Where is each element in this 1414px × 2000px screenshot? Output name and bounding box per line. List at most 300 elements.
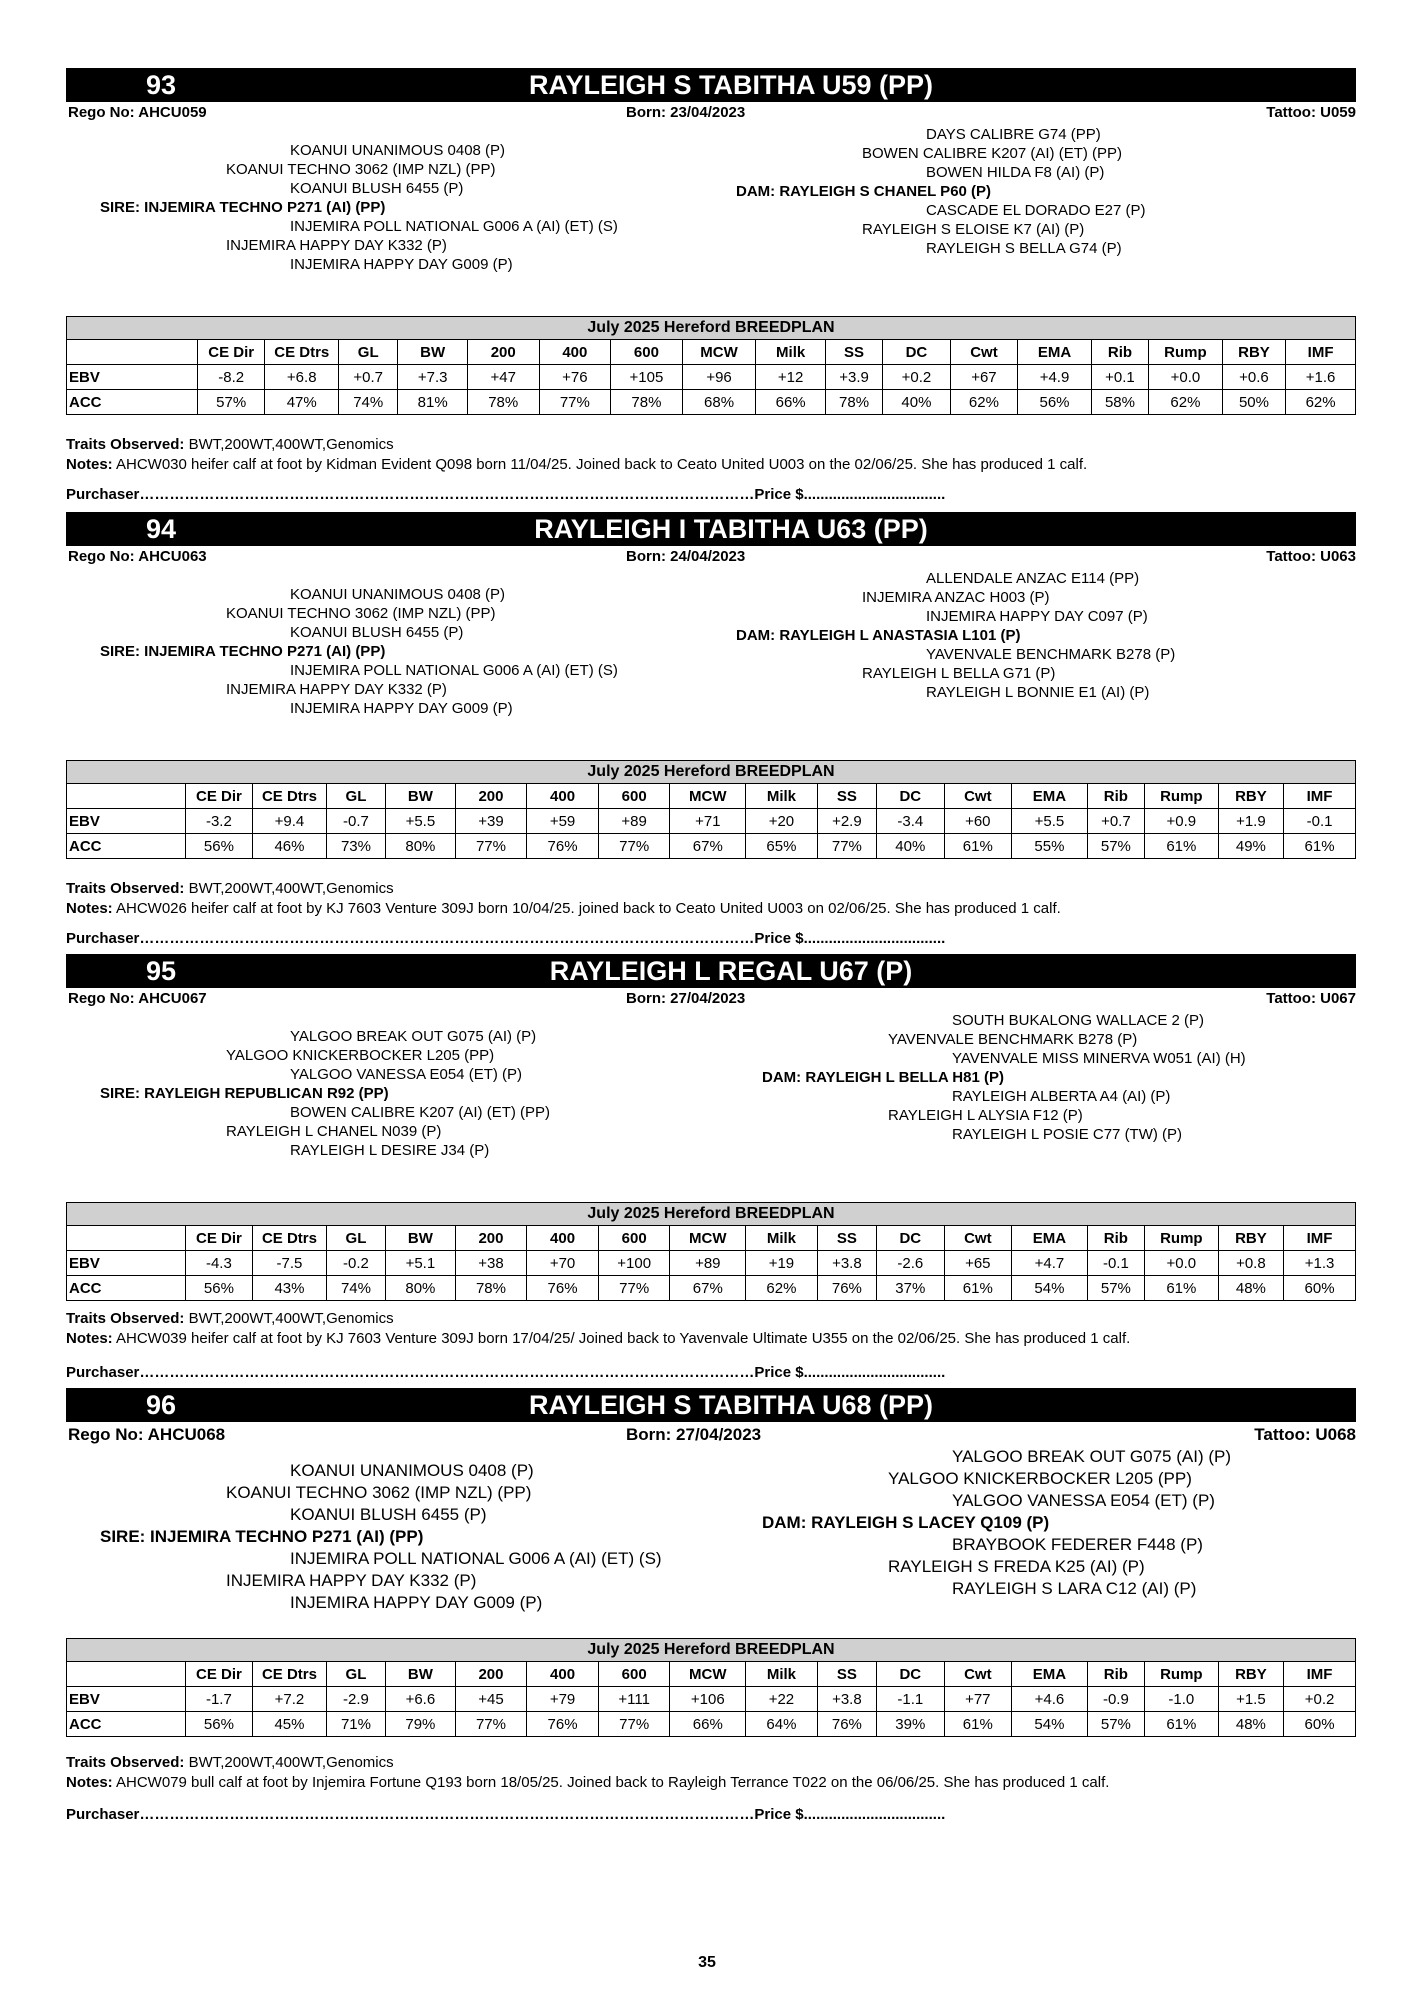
- acc-value: 50%: [1222, 390, 1285, 415]
- pedigree-sire-dam: RAYLEIGH L CHANEL N039 (P): [226, 1123, 442, 1140]
- pedigree-sire-dam-sire: INJEMIRA POLL NATIONAL G006 A (AI) (ET) (S): [290, 218, 618, 235]
- acc-value: 60%: [1284, 1276, 1356, 1301]
- acc-value: 62%: [950, 390, 1018, 415]
- acc-value: 62%: [1286, 390, 1356, 415]
- pedigree-dam-sire-dam: BOWEN HILDA F8 (AI) (P): [926, 164, 1105, 181]
- rego-number: Rego No: AHCU068: [68, 1425, 226, 1444]
- pedigree-sire-dam: INJEMIRA HAPPY DAY K332 (P): [226, 681, 447, 698]
- pedigree: [66, 1448, 1356, 1624]
- pedigree-sire: SIRE: RAYLEIGH REPUBLICAN R92 (PP): [100, 1085, 389, 1102]
- pedigree-dam: DAM: RAYLEIGH S CHANEL P60 (P): [736, 183, 992, 200]
- trait-header: 400: [527, 1226, 599, 1251]
- ebv-value: -1.1: [877, 1687, 945, 1712]
- acc-value: 62%: [746, 1276, 818, 1301]
- tattoo: Tattoo: U059: [1266, 104, 1356, 121]
- notes: [66, 900, 1061, 917]
- trait-header: MCW: [682, 340, 756, 365]
- rego-number: Rego No: AHCU063: [68, 548, 207, 565]
- ebv-value: -0.7: [326, 809, 385, 834]
- trait-header: 600: [598, 1226, 670, 1251]
- ebv-value: +60: [944, 809, 1012, 834]
- ebv-value: +1.3: [1284, 1251, 1356, 1276]
- acc-label: ACC: [67, 834, 186, 859]
- animal-name: RAYLEIGH L REGAL U67 (P): [549, 956, 913, 986]
- notes: [66, 456, 1087, 473]
- acc-value: 76%: [527, 834, 599, 859]
- pedigree-dam-dam: RAYLEIGH S FREDA K25 (AI) (P): [888, 1557, 1145, 1576]
- traits-value: BWT,200WT,400WT,Genomics: [188, 1310, 394, 1327]
- acc-value: 74%: [339, 390, 398, 415]
- pedigree-dam-sire-dam: YAVENVALE MISS MINERVA W051 (AI) (H): [952, 1050, 1246, 1067]
- ebv-value: +22: [746, 1687, 818, 1712]
- pedigree-dam-dam-sire: RAYLEIGH ALBERTA A4 (AI) (P): [952, 1088, 1171, 1105]
- pedigree-dam-dam-dam: RAYLEIGH L POSIE C77 (TW) (P): [952, 1126, 1183, 1143]
- trait-header: Milk: [746, 784, 818, 809]
- pedigree-dam: DAM: RAYLEIGH S LACEY Q109 (P): [762, 1513, 1050, 1532]
- acc-value: 64%: [746, 1712, 818, 1737]
- ebv-value: +70: [527, 1251, 599, 1276]
- acc-value: 78%: [611, 390, 683, 415]
- trait-header: Rib: [1087, 1662, 1144, 1687]
- trait-header: DC: [883, 340, 951, 365]
- pedigree-sire-sire: KOANUI UNANIMOUS 0408 (P): [290, 1461, 534, 1480]
- ebv-value: +39: [455, 809, 527, 834]
- trait-header: EMA: [1012, 1662, 1088, 1687]
- pedigree-sire-dam-sire: INJEMIRA POLL NATIONAL G006 A (AI) (ET) (S): [290, 1549, 662, 1568]
- lot-number: 95: [146, 956, 177, 986]
- trait-header: 200: [455, 1226, 527, 1251]
- lot-number: 93: [146, 70, 177, 100]
- ebv-value: +1.6: [1286, 365, 1356, 390]
- trait-header: BW: [398, 340, 468, 365]
- pedigree-sire: SIRE: INJEMIRA TECHNO P271 (AI) (PP): [100, 1527, 424, 1546]
- pedigree-dam: DAM: RAYLEIGH L ANASTASIA L101 (P): [736, 627, 1021, 644]
- notes-label: Notes:: [66, 1330, 113, 1347]
- trait-header: 200: [455, 784, 527, 809]
- traits-label: Traits Observed:: [66, 436, 185, 453]
- animal-info-row: [66, 988, 1356, 1010]
- animal-name: RAYLEIGH S TABITHA U68 (PP): [528, 1390, 934, 1420]
- acc-value: 81%: [398, 390, 468, 415]
- animal-info-row: [66, 546, 1356, 568]
- pedigree-sire-sire: KOANUI UNANIMOUS 0408 (P): [290, 586, 506, 603]
- ebv-value: +20: [746, 809, 818, 834]
- acc-value: 65%: [746, 834, 818, 859]
- acc-value: 54%: [1012, 1276, 1088, 1301]
- trait-header: 200: [455, 1662, 527, 1687]
- ebv-value: +111: [598, 1687, 670, 1712]
- ebv-label: EBV: [67, 365, 198, 390]
- ebv-value: +6.8: [265, 365, 339, 390]
- acc-value: 77%: [455, 1712, 527, 1737]
- breedplan-title: July 2025 Hereford BREEDPLAN: [67, 1639, 1356, 1662]
- acc-value: 77%: [598, 1712, 670, 1737]
- ebv-value: +0.7: [339, 365, 398, 390]
- lot-entry: [66, 512, 1356, 947]
- acc-value: 47%: [265, 390, 339, 415]
- ebv-value: +38: [455, 1251, 527, 1276]
- pedigree-dam-dam-sire: CASCADE EL DORADO E27 (P): [926, 202, 1146, 219]
- ebv-value: -1.7: [185, 1687, 253, 1712]
- ebv-value: +4.7: [1012, 1251, 1088, 1276]
- ebv-value: -3.4: [877, 809, 945, 834]
- pedigree-sire-dam-of-sire: KOANUI BLUSH 6455 (P): [290, 180, 464, 197]
- ebv-value: +4.6: [1012, 1687, 1088, 1712]
- acc-value: 56%: [185, 834, 253, 859]
- lot-entry: [66, 954, 1356, 1381]
- acc-value: 76%: [527, 1276, 599, 1301]
- pedigree-dam: DAM: RAYLEIGH L BELLA H81 (P): [762, 1069, 1004, 1086]
- acc-label: ACC: [67, 1276, 186, 1301]
- ebv-value: +0.2: [883, 365, 951, 390]
- birth-date: Born: 27/04/2023: [626, 1425, 762, 1444]
- ebv-value: +96: [682, 365, 756, 390]
- traits-value: BWT,200WT,400WT,Genomics: [188, 436, 394, 453]
- notes-label: Notes:: [66, 900, 113, 917]
- trait-header: RBY: [1218, 1226, 1283, 1251]
- trait-header: CE Dtrs: [265, 340, 339, 365]
- breedplan-title: July 2025 Hereford BREEDPLAN: [67, 317, 1356, 340]
- acc-value: 40%: [883, 390, 951, 415]
- pedigree-dam-sire: YAVENVALE BENCHMARK B278 (P): [888, 1031, 1138, 1048]
- ebv-value: +0.2: [1284, 1687, 1356, 1712]
- trait-header: CE Dir: [185, 1662, 253, 1687]
- trait-header: CE Dtrs: [253, 784, 327, 809]
- acc-value: 77%: [598, 834, 670, 859]
- acc-value: 48%: [1218, 1712, 1283, 1737]
- trait-header: Rump: [1145, 1662, 1219, 1687]
- acc-value: 76%: [817, 1276, 876, 1301]
- pedigree-dam-dam: RAYLEIGH L BELLA G71 (P): [862, 665, 1056, 682]
- trait-header: RBY: [1218, 1662, 1283, 1687]
- ebv-value: +19: [746, 1251, 818, 1276]
- lot-header: [66, 954, 1356, 988]
- traits-label: Traits Observed:: [66, 1754, 185, 1771]
- acc-value: 76%: [817, 1712, 876, 1737]
- acc-value: 77%: [539, 390, 611, 415]
- trait-header: CE Dtrs: [253, 1226, 327, 1251]
- purchaser-line: Purchaser……………………………………………………………………………………………………………Price $..................................: [66, 1806, 946, 1823]
- trait-header: 200: [467, 340, 539, 365]
- pedigree-sire-sire-parent: KOANUI TECHNO 3062 (IMP NZL) (PP): [226, 605, 496, 622]
- acc-value: 68%: [682, 390, 756, 415]
- notes-label: Notes:: [66, 456, 113, 473]
- ebv-value: -1.0: [1145, 1687, 1219, 1712]
- trait-header: Rump: [1145, 1226, 1219, 1251]
- lot-header: [66, 512, 1356, 546]
- birth-date: Born: 27/04/2023: [626, 990, 746, 1007]
- trait-header: SS: [825, 340, 882, 365]
- rego-number: Rego No: AHCU067: [68, 990, 207, 1007]
- pedigree: [66, 1010, 1356, 1186]
- trait-header: Milk: [746, 1226, 818, 1251]
- traits-value: BWT,200WT,400WT,Genomics: [188, 880, 394, 897]
- ebv-value: +5.5: [386, 809, 456, 834]
- animal-info-row: [66, 1422, 1356, 1448]
- traits-label: Traits Observed:: [66, 880, 185, 897]
- lot-header: [66, 1388, 1356, 1422]
- ebv-value: +67: [950, 365, 1018, 390]
- pedigree-dam-dam: RAYLEIGH L ALYSIA F12 (P): [888, 1107, 1083, 1124]
- acc-value: 77%: [598, 1276, 670, 1301]
- trait-header: Rib: [1087, 1226, 1144, 1251]
- pedigree-sire-dam-sire: BOWEN CALIBRE K207 (AI) (ET) (PP): [290, 1104, 551, 1121]
- trait-header: 400: [539, 340, 611, 365]
- ebv-value: +100: [598, 1251, 670, 1276]
- notes-text: AHCW030 heifer calf at foot by Kidman Evident Q098 born 11/04/25. Joined back to Ceato United U003 on the 02/06/25. She has produced 1 calf.: [116, 456, 1088, 473]
- acc-value: 48%: [1218, 1276, 1283, 1301]
- acc-value: 77%: [455, 834, 527, 859]
- ebv-value: +0.0: [1145, 1251, 1219, 1276]
- trait-header: Milk: [756, 340, 826, 365]
- pedigree-dam-sire: INJEMIRA ANZAC H003 (P): [862, 589, 1050, 606]
- acc-value: 57%: [1087, 1712, 1144, 1737]
- pedigree-dam-dam-dam: RAYLEIGH S BELLA G74 (P): [926, 240, 1122, 257]
- traits-observed: [66, 1754, 394, 1771]
- lot-number: 94: [146, 514, 177, 544]
- ebv-value: -2.9: [326, 1687, 385, 1712]
- pedigree-sire-sire-parent: YALGOO KNICKERBOCKER L205 (PP): [226, 1047, 495, 1064]
- acc-value: 79%: [386, 1712, 456, 1737]
- acc-value: 58%: [1091, 390, 1148, 415]
- ebv-value: +0.7: [1087, 809, 1144, 834]
- trait-header: 600: [598, 784, 670, 809]
- purchaser-line: Purchaser……………………………………………………………………………………………………………Price $..................................: [66, 930, 946, 947]
- ebv-value: -2.6: [877, 1251, 945, 1276]
- page-number: 35: [698, 1954, 716, 1971]
- notes-label: Notes:: [66, 1774, 113, 1791]
- pedigree-sire-dam-of-sire: KOANUI BLUSH 6455 (P): [290, 624, 464, 641]
- pedigree-dam-sire: BOWEN CALIBRE K207 (AI) (ET) (PP): [862, 145, 1123, 162]
- trait-header: RBY: [1222, 340, 1285, 365]
- ebv-value: +45: [455, 1687, 527, 1712]
- acc-value: 61%: [944, 1276, 1012, 1301]
- acc-value: 61%: [1145, 1712, 1219, 1737]
- ebv-value: +3.9: [825, 365, 882, 390]
- trait-header: Cwt: [950, 340, 1018, 365]
- animal-name: RAYLEIGH S TABITHA U59 (PP): [528, 70, 934, 100]
- pedigree-sire-sire-parent: KOANUI TECHNO 3062 (IMP NZL) (PP): [226, 1483, 532, 1502]
- birth-date: Born: 24/04/2023: [626, 548, 746, 565]
- pedigree-sire-sire: KOANUI UNANIMOUS 0408 (P): [290, 142, 506, 159]
- trait-header: Rib: [1091, 340, 1148, 365]
- pedigree-sire-sire-parent: KOANUI TECHNO 3062 (IMP NZL) (PP): [226, 161, 496, 178]
- ebv-value: +65: [944, 1251, 1012, 1276]
- acc-value: 49%: [1218, 834, 1283, 859]
- trait-header: BW: [386, 784, 456, 809]
- acc-value: 67%: [670, 1276, 746, 1301]
- trait-header: 600: [598, 1662, 670, 1687]
- trait-header: CE Dtrs: [253, 1662, 327, 1687]
- trait-header: EMA: [1012, 784, 1088, 809]
- pedigree-dam-dam-sire: YAVENVALE BENCHMARK B278 (P): [926, 646, 1176, 663]
- acc-value: 46%: [253, 834, 327, 859]
- trait-header: Rib: [1087, 784, 1144, 809]
- acc-value: 57%: [1087, 834, 1144, 859]
- pedigree: [66, 124, 1356, 300]
- pedigree-sire-dam: INJEMIRA HAPPY DAY K332 (P): [226, 237, 447, 254]
- pedigree: [66, 568, 1356, 744]
- acc-value: 60%: [1284, 1712, 1356, 1737]
- acc-value: 61%: [944, 1712, 1012, 1737]
- acc-value: 61%: [1284, 834, 1356, 859]
- ebv-value: -3.2: [185, 809, 253, 834]
- pedigree-dam-sire-sire: DAYS CALIBRE G74 (PP): [926, 126, 1101, 143]
- ebv-value: +0.0: [1149, 365, 1223, 390]
- trait-header: RBY: [1218, 784, 1283, 809]
- acc-label: ACC: [67, 1712, 186, 1737]
- acc-value: 56%: [185, 1276, 253, 1301]
- pedigree-sire-dam-dam: INJEMIRA HAPPY DAY G009 (P): [290, 1593, 543, 1612]
- trait-header: CE Dir: [197, 340, 265, 365]
- pedigree-sire-dam-dam: INJEMIRA HAPPY DAY G009 (P): [290, 256, 513, 273]
- acc-value: 71%: [326, 1712, 385, 1737]
- tattoo: Tattoo: U067: [1266, 990, 1356, 1007]
- ebv-value: +1.5: [1218, 1687, 1283, 1712]
- ebv-value: +5.5: [1012, 809, 1088, 834]
- purchaser-line: Purchaser……………………………………………………………………………………………………………Price $..................................: [66, 1364, 946, 1381]
- ebv-value: +9.4: [253, 809, 327, 834]
- ebv-value: +89: [598, 809, 670, 834]
- trait-header: Cwt: [944, 1662, 1012, 1687]
- trait-header: DC: [877, 1662, 945, 1687]
- ebv-value: +7.2: [253, 1687, 327, 1712]
- ebv-value: +2.9: [817, 809, 876, 834]
- ebv-value: +5.1: [386, 1251, 456, 1276]
- acc-value: 61%: [1145, 1276, 1219, 1301]
- acc-value: 61%: [1145, 834, 1219, 859]
- pedigree-sire-dam-of-sire: KOANUI BLUSH 6455 (P): [290, 1505, 487, 1524]
- purchaser-line: Purchaser……………………………………………………………………………………………………………Price $..................................: [66, 486, 946, 503]
- trait-header: CE Dir: [185, 784, 253, 809]
- acc-value: 37%: [877, 1276, 945, 1301]
- traits-label: Traits Observed:: [66, 1310, 185, 1327]
- ebv-value: -7.5: [253, 1251, 327, 1276]
- trait-header: IMF: [1284, 1226, 1356, 1251]
- acc-value: 80%: [386, 834, 456, 859]
- pedigree-dam-dam-dam: RAYLEIGH S LARA C12 (AI) (P): [952, 1579, 1197, 1598]
- trait-header: MCW: [670, 1226, 746, 1251]
- acc-value: 66%: [756, 390, 826, 415]
- trait-header: MCW: [670, 1662, 746, 1687]
- acc-value: 73%: [326, 834, 385, 859]
- lot-entry: [66, 68, 1356, 503]
- acc-value: 45%: [253, 1712, 327, 1737]
- notes: [66, 1330, 1130, 1347]
- breedplan-table: [66, 316, 1356, 415]
- ebv-label: EBV: [67, 1687, 186, 1712]
- ebv-value: +0.6: [1222, 365, 1285, 390]
- ebv-value: -4.3: [185, 1251, 253, 1276]
- traits-value: BWT,200WT,400WT,Genomics: [188, 1754, 394, 1771]
- trait-header: GL: [326, 1226, 385, 1251]
- ebv-value: +47: [467, 365, 539, 390]
- pedigree-dam-sire-dam: INJEMIRA HAPPY DAY C097 (P): [926, 608, 1148, 625]
- acc-value: 67%: [670, 834, 746, 859]
- traits-observed: [66, 1310, 394, 1327]
- acc-value: 61%: [944, 834, 1012, 859]
- ebv-label: EBV: [67, 809, 186, 834]
- ebv-value: +12: [756, 365, 826, 390]
- acc-value: 77%: [817, 834, 876, 859]
- trait-header: Rump: [1149, 340, 1223, 365]
- trait-header: 600: [611, 340, 683, 365]
- pedigree-dam-dam: RAYLEIGH S ELOISE K7 (AI) (P): [862, 221, 1085, 238]
- trait-header: DC: [877, 1226, 945, 1251]
- ebv-value: +106: [670, 1687, 746, 1712]
- pedigree-sire-dam-dam: INJEMIRA HAPPY DAY G009 (P): [290, 700, 513, 717]
- lot-number: 96: [146, 1390, 177, 1420]
- trait-header: EMA: [1012, 1226, 1088, 1251]
- acc-value: 62%: [1149, 390, 1223, 415]
- pedigree-sire-dam-sire: INJEMIRA POLL NATIONAL G006 A (AI) (ET) (S): [290, 662, 618, 679]
- ebv-value: +79: [527, 1687, 599, 1712]
- lot-header: [66, 68, 1356, 102]
- trait-header: GL: [326, 784, 385, 809]
- ebv-value: +4.9: [1018, 365, 1092, 390]
- tattoo: Tattoo: U068: [1254, 1425, 1356, 1444]
- ebv-value: -0.1: [1087, 1251, 1144, 1276]
- ebv-value: -8.2: [197, 365, 265, 390]
- acc-value: 80%: [386, 1276, 456, 1301]
- ebv-value: -0.9: [1087, 1687, 1144, 1712]
- pedigree-sire: SIRE: INJEMIRA TECHNO P271 (AI) (PP): [100, 643, 386, 660]
- trait-header: 400: [527, 784, 599, 809]
- ebv-value: +77: [944, 1687, 1012, 1712]
- ebv-value: +6.6: [386, 1687, 456, 1712]
- acc-value: 39%: [877, 1712, 945, 1737]
- ebv-value: +59: [527, 809, 599, 834]
- ebv-label: EBV: [67, 1251, 186, 1276]
- acc-value: 78%: [825, 390, 882, 415]
- trait-header: BW: [386, 1226, 456, 1251]
- trait-header: EMA: [1018, 340, 1092, 365]
- notes-text: AHCW079 bull calf at foot by Injemira Fortune Q193 born 18/05/25. Joined back to Rayleigh Terrance T022 on the 06/06/25. She has produced 1 calf.: [116, 1774, 1110, 1791]
- ebv-value: +0.9: [1145, 809, 1219, 834]
- notes: [66, 1774, 1109, 1791]
- trait-header: 400: [527, 1662, 599, 1687]
- notes-text: AHCW026 heifer calf at foot by KJ 7603 Venture 309J born 10/04/25. joined back to Ceato United U003 on 02/06/25. She has produced 1 calf.: [116, 900, 1061, 917]
- ebv-value: +0.8: [1218, 1251, 1283, 1276]
- breedplan-title: July 2025 Hereford BREEDPLAN: [67, 761, 1356, 784]
- pedigree-dam-sire-sire: ALLENDALE ANZAC E114 (PP): [926, 570, 1140, 587]
- pedigree-dam-sire-sire: SOUTH BUKALONG WALLACE 2 (P): [952, 1012, 1204, 1029]
- acc-value: 74%: [326, 1276, 385, 1301]
- acc-value: 57%: [1087, 1276, 1144, 1301]
- acc-value: 56%: [1018, 390, 1092, 415]
- animal-info-row: [66, 102, 1356, 124]
- trait-header: DC: [877, 784, 945, 809]
- traits-observed: [66, 880, 394, 897]
- trait-header: IMF: [1284, 1662, 1356, 1687]
- pedigree-dam-dam-sire: BRAYBOOK FEDERER F448 (P): [952, 1535, 1203, 1554]
- breedplan-table: [66, 1638, 1356, 1737]
- acc-value: 78%: [467, 390, 539, 415]
- breedplan-table: [66, 760, 1356, 859]
- trait-header: SS: [817, 784, 876, 809]
- ebv-value: +105: [611, 365, 683, 390]
- pedigree-dam-sire-dam: YALGOO VANESSA E054 (ET) (P): [952, 1491, 1215, 1510]
- trait-header: SS: [817, 1226, 876, 1251]
- ebv-value: +0.1: [1091, 365, 1148, 390]
- trait-header: Cwt: [944, 1226, 1012, 1251]
- trait-header: IMF: [1284, 784, 1356, 809]
- ebv-value: +76: [539, 365, 611, 390]
- rego-number: Rego No: AHCU059: [68, 104, 207, 121]
- pedigree-sire-dam-of-sire: YALGOO VANESSA E054 (ET) (P): [290, 1066, 523, 1083]
- pedigree-sire: SIRE: INJEMIRA TECHNO P271 (AI) (PP): [100, 199, 386, 216]
- notes-text: AHCW039 heifer calf at foot by KJ 7603 Venture 309J born 17/04/25/ Joined back to Yavenvale Ultimate U355 on the 02/06/25. She has produced 1 calf.: [116, 1330, 1131, 1347]
